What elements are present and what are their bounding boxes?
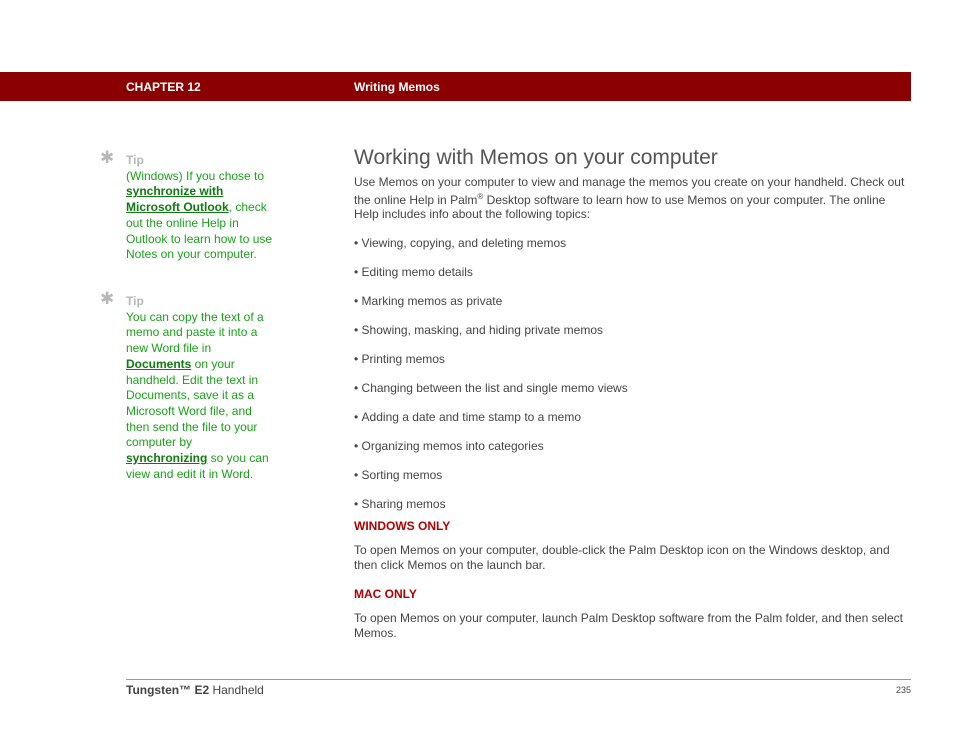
documents-link[interactable]: Documents	[126, 356, 192, 371]
tip-text: (Windows) If you chose to	[126, 168, 265, 183]
list-item: • Sorting memos	[354, 468, 910, 497]
windows-only-heading: WINDOWS ONLY	[354, 518, 451, 533]
list-item: • Editing memo details	[354, 265, 910, 294]
list-item: • Marking memos as private	[354, 294, 910, 323]
list-item: • Adding a date and time stamp to a memo	[354, 410, 910, 439]
synchronize-outlook-link[interactable]: synchronize with Microsoft Outlook	[126, 184, 229, 215]
list-item: • Printing memos	[354, 352, 910, 381]
product-name: Tungsten™ E2	[126, 683, 210, 697]
synchronizing-link[interactable]: synchronizing	[126, 451, 208, 466]
topic-list	[354, 236, 910, 519]
list-item: • Sharing memos	[354, 497, 910, 519]
tip-outlook	[100, 148, 280, 263]
tip-text: , check out the online Help in Outlook to learn how to use Notes on your computer.	[126, 200, 273, 262]
tip-body	[126, 310, 276, 483]
asterisk-icon: ✱	[100, 148, 115, 167]
mac-only-heading: MAC ONLY	[354, 586, 417, 601]
page-number: 235	[895, 685, 911, 695]
list-item: • Viewing, copying, and deleting memos	[354, 236, 910, 265]
chapter-label: CHAPTER 12	[126, 80, 201, 94]
list-item: • Changing between the list and single memo views	[354, 381, 910, 410]
footer-product	[126, 683, 264, 697]
list-item: • Showing, masking, and hiding private memos	[354, 323, 910, 352]
product-suffix: Handheld	[209, 683, 264, 697]
tip-body	[126, 169, 276, 263]
page-title: Working with Memos on your computer	[354, 146, 718, 169]
asterisk-icon: ✱	[100, 289, 115, 308]
tip-label: Tip	[126, 294, 144, 308]
tip-text: on your handheld. Edit the text in Documents, save it as a Microsoft Word file, and then send the file to your computer by	[126, 356, 259, 450]
intro-text: Desktop software to learn how to use Memos on your computer. The online Help includes info about the following topics:	[354, 192, 886, 221]
tip-word	[100, 289, 280, 482]
registered-mark: ®	[477, 191, 484, 201]
tip-label: Tip	[126, 153, 144, 167]
windows-instructions: To open Memos on your computer, double-click the Palm Desktop icon on the Windows desktop, and then click Memos on the launch bar.	[354, 542, 890, 572]
tip-text: You can copy the text of a memo and paste it into a new Word file in	[126, 309, 264, 356]
intro-paragraph	[354, 175, 910, 222]
chapter-header-bar	[0, 72, 911, 101]
section-title: Writing Memos	[354, 80, 440, 94]
tip-text: so you can view and edit it in Word.	[126, 451, 269, 481]
main-content	[354, 143, 910, 655]
mac-instructions: To open Memos on your computer, launch Palm Desktop software from the Palm folder, and then select Memos.	[354, 610, 903, 640]
intro-text: Use Memos on your computer to view and manage the memos you create on your handheld. Check out the online Help in Palm	[354, 175, 905, 207]
footer-divider	[126, 679, 911, 680]
list-item: • Organizing memos into categories	[354, 439, 910, 468]
